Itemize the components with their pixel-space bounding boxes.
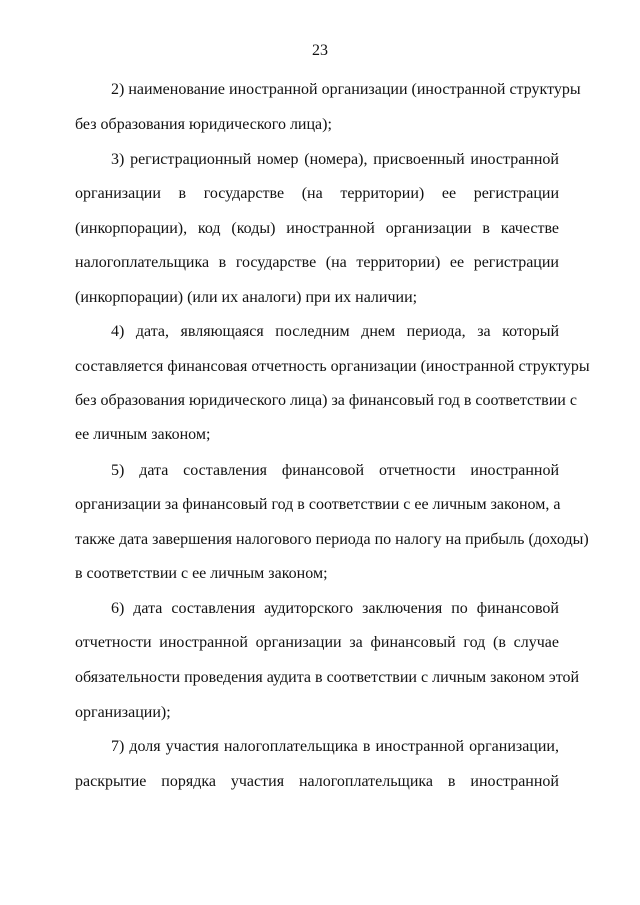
text-line: налогоплательщика в государстве (на территории) ее регистрации xyxy=(75,254,559,271)
text-line: 7) доля участия налогоплательщика в иностранной организации, xyxy=(111,738,559,755)
text-line: (инкорпорации), код (коды) иностранной организации в качестве xyxy=(75,220,559,237)
text-line: также дата завершения налогового периода по налогу на прибыль (доходы) xyxy=(75,531,589,548)
text-line: 6) дата составления аудиторского заключения по финансовой xyxy=(111,600,559,617)
text-line: без образования юридического лица) за финансовый год в соответствии с xyxy=(75,392,577,409)
text-line: 4) дата, являющаяся последним днем периода, за который xyxy=(111,323,559,340)
text-line: организации в государстве (на территории) ее регистрации xyxy=(75,185,559,202)
text-line: обязательности проведения аудита в соответствии с личным законом этой xyxy=(75,669,580,686)
page-number: 23 xyxy=(312,42,328,59)
text-line: без образования юридического лица); xyxy=(75,116,332,133)
text-line: раскрытие порядка участия налогоплательщика в иностранной xyxy=(75,773,559,790)
text-line: (инкорпорации) (или их аналоги) при их наличии; xyxy=(75,289,418,306)
text-line: 5) дата составления финансовой отчетности иностранной xyxy=(111,462,559,479)
text-line: организации); xyxy=(75,704,171,721)
text-line: в соответствии с ее личным законом; xyxy=(75,565,328,582)
text-line: 2) наименование иностранной организации (иностранной структуры xyxy=(111,81,581,98)
text-line: организации за финансовый год в соответствии с ее личным законом, а xyxy=(75,496,561,513)
text-line: 3) регистрационный номер (номера), присвоенный иностранной xyxy=(111,151,559,168)
text-line: составляется финансовая отчетность организации (иностранной структуры xyxy=(75,358,590,375)
text-line: ее личным законом; xyxy=(75,426,211,443)
text-line: отчетности иностранной организации за финансовый год (в случае xyxy=(75,634,559,651)
